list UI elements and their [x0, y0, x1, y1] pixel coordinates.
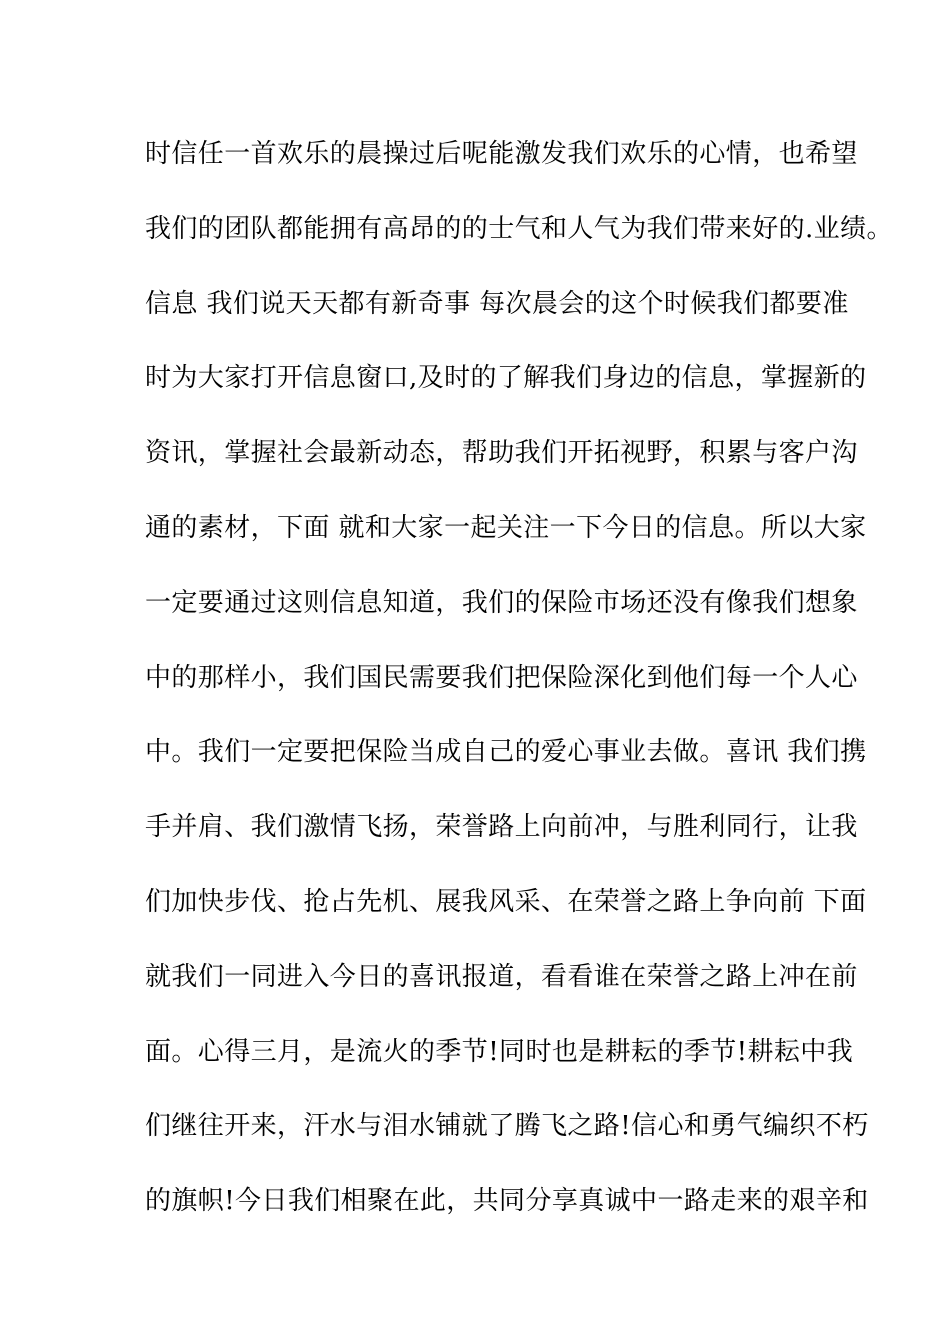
text-line: 面。心得三月，是流火的季节!同时也是耕耘的季节!耕耘中我 [145, 1036, 854, 1067]
text-line: 我们的团队都能拥有高昂的的士气和人气为我们带来好的.业绩。 [145, 213, 893, 244]
text-line: 手并肩、我们激情飞扬，荣誉路上向前冲，与胜利同行，让我 [145, 812, 858, 843]
text-line: 中。我们一定要把保险当成自己的爱心事业去做。喜讯 我们携 [145, 737, 867, 768]
body-text [145, 129, 893, 1251]
text-line: 们继往开来，汗水与泪水铺就了腾飞之路!信心和勇气编织不朽 [145, 1111, 869, 1142]
text-line: 通的素材，下面 就和大家一起关注一下今日的信息。所以大家 [145, 512, 867, 543]
text-line: 信息 我们说天天都有新奇事 每次晨会的这个时候我们都要准 [145, 288, 849, 319]
text-line: 时信任一首欢乐的晨操过后呢能激发我们欢乐的心情，也希望 [145, 139, 858, 169]
text-line: 时为大家打开信息窗口,及时的了解我们身边的信息，掌握新的 [145, 363, 867, 394]
text-line: 资讯，掌握社会最新动态，帮助我们开拓视野，积累与客户沟 [145, 438, 858, 469]
text-line: 就我们一同进入今日的喜讯报道，看看谁在荣誉之路上冲在前 [145, 961, 858, 992]
text-line: 中的那样小，我们国民需要我们把保险深化到他们每一个人心 [145, 662, 858, 693]
text-line: 们加快步伐、抢占先机、展我风采、在荣誉之路上争向前 下面 [145, 886, 867, 917]
text-line: 的旗帜!今日我们相聚在此，共同分享真诚中一路走来的艰辛和 [145, 1186, 869, 1217]
text-line: 一定要通过这则信息知道，我们的保险市场还没有像我们想象 [145, 587, 858, 618]
